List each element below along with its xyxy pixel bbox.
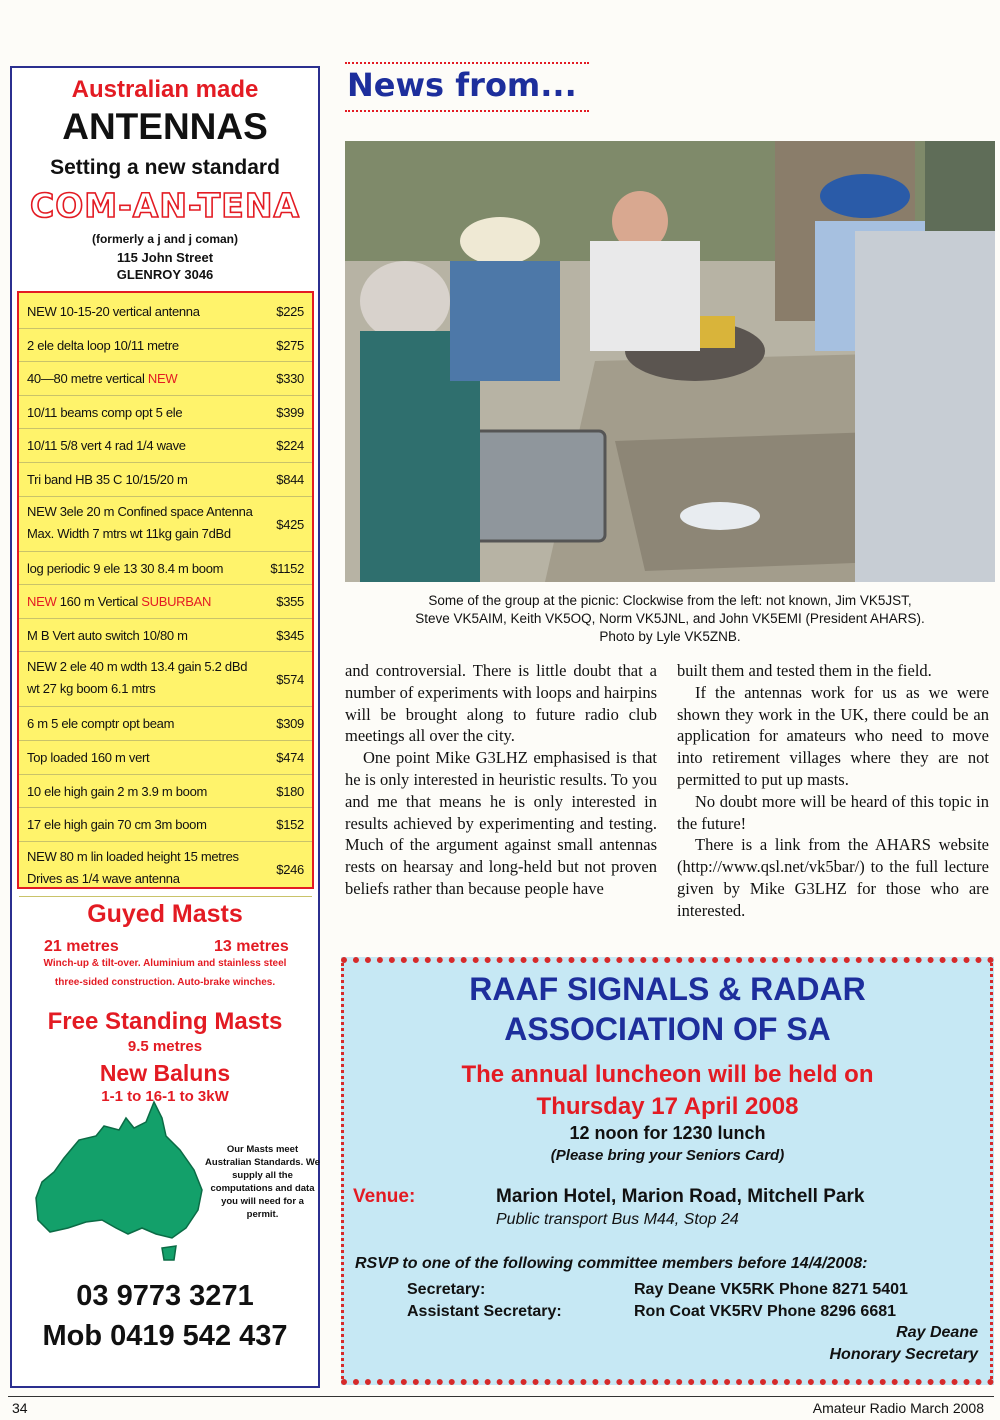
ad-tagline-australian-made: Australian made: [71, 76, 259, 103]
article-paragraph: built them and tested them in the field.: [677, 661, 932, 680]
price-item-price: $345: [276, 627, 304, 643]
price-item-name: [27, 301, 257, 323]
article-paragraph: If the antennas work for us as we were shown they work in the UK, there could be an application for amateurs who need to move into retirement villages where they are not permitted to put up masts.: [677, 682, 989, 789]
price-item-text: Drives as 1/4 wave antenna: [27, 870, 180, 886]
caption-line-1: Some of the group at the picnic: Clockwise from the left: not known, Jim VK5JST,: [428, 593, 912, 608]
price-item-name: [27, 656, 257, 700]
raaf-signature-name: Ray Deane: [896, 1324, 978, 1341]
price-item-text: 6 m 5 ele comptr opt beam: [27, 716, 175, 732]
price-item-text: 40—80 metre vertical: [27, 371, 148, 387]
raaf-secretary: Ray Deane VK5RK Phone 8271 5401: [634, 1281, 908, 1298]
price-row: [19, 463, 312, 497]
price-item-name: [27, 846, 257, 890]
price-row: [19, 619, 312, 653]
price-row: [19, 707, 312, 741]
page-number: 34: [12, 1400, 28, 1416]
free-standing-masts-heading: Free Standing Masts: [47, 1008, 283, 1035]
raaf-transport: Public transport Bus M44, Stop 24: [496, 1211, 739, 1228]
price-row: [19, 396, 312, 430]
price-item-price: $275: [276, 337, 304, 353]
price-item-price: $425: [276, 516, 304, 532]
price-item-name: [27, 368, 257, 390]
baluns-range: 1-1 to 16-1 to 3kW: [101, 1088, 229, 1105]
price-item-price: $399: [276, 404, 304, 420]
raaf-venue-label: Venue:: [353, 1186, 416, 1207]
price-row: [19, 585, 312, 619]
guyed-21-metres: 21 metres: [44, 938, 119, 955]
raaf-luncheon-notice: [341, 957, 994, 1385]
article-column-1: [345, 660, 657, 900]
price-item-text: log periodic 9 ele 13 30 8.4 m boom: [27, 560, 224, 576]
price-item-text: M B Vert auto switch 10/80 m: [27, 627, 188, 643]
price-item-price: $180: [276, 783, 304, 799]
guyed-description-2: three-sided construction. Auto-brake winches.: [54, 977, 276, 988]
price-item-name: [27, 501, 257, 545]
article-paragraph: No doubt more will be heard of this topic in the future!: [677, 791, 989, 833]
price-item-text: NEW 2 ele 40 m wdth 13.4 gain 5.2 dBd: [27, 659, 248, 675]
masts-note: Our Masts meet Australian Standards. We supply all the computations and data you will need for a permit.: [205, 1144, 320, 1220]
price-row: [19, 429, 312, 463]
price-item-price: $474: [276, 750, 304, 765]
raaf-assistant: Ron Coat VK5RV Phone 8296 6681: [634, 1303, 897, 1320]
price-item-name: [27, 747, 257, 769]
price-row: [19, 497, 312, 552]
price-item-highlight: NEW: [27, 594, 57, 610]
price-row: [19, 362, 312, 396]
raaf-rsvp: RSVP to one of the following committee members before 14/4/2008:: [355, 1255, 868, 1272]
raaf-seniors-card: (Please bring your Seniors Card): [550, 1147, 785, 1164]
raaf-title-2: ASSOCIATION OF SA: [504, 1011, 831, 1047]
price-item-name: [27, 591, 257, 613]
price-row: [19, 552, 312, 586]
price-row: [19, 741, 312, 775]
article-column-2: [677, 660, 989, 922]
price-item-text: 10 ele high gain 2 m 3.9 m boom: [27, 783, 208, 799]
ad-tagline-standard: Setting a new standard: [50, 156, 280, 179]
price-item-name: [27, 469, 257, 491]
ad-street: 115 John Street: [116, 250, 214, 265]
caption-line-2: Steve VK5AIM, Keith VK5OQ, Norm VK5JNL, and John VK5EMI (President AHARS).: [415, 611, 925, 626]
price-item-text: NEW 80 m lin loaded height 15 metres: [27, 848, 239, 864]
raaf-secretary-label: Secretary:: [407, 1281, 486, 1298]
ad-city: GLENROY 3046: [116, 267, 214, 282]
caption-line-3: Photo by Lyle VK5ZNB.: [599, 629, 741, 644]
news-title: News from...: [347, 66, 577, 104]
price-item-name: [27, 625, 257, 647]
magazine-issue: Amateur Radio March 2008: [812, 1400, 984, 1416]
price-item-text: 10/11 5/8 vert 4 rad 1/4 wave: [27, 438, 186, 454]
price-item-price: $844: [276, 472, 304, 487]
ad-tagline-antennas: ANTENNAS: [62, 106, 268, 147]
price-item-text: 160 m Vertical: [56, 594, 142, 610]
price-item-name: [27, 402, 257, 424]
raaf-title-1: RAAF SIGNALS & RADAR: [469, 971, 866, 1007]
news-heading-bar: [345, 62, 589, 112]
price-item-text: NEW 3ele 20 m Confined space Antenna: [27, 503, 253, 519]
ad-mobile: Mob 0419 542 437: [42, 1320, 288, 1352]
raaf-assistant-label: Assistant Secretary:: [407, 1303, 562, 1320]
comantena-advertisement: [10, 66, 320, 1388]
price-item-price: $152: [276, 817, 304, 833]
free-standing-height: 9.5 metres: [127, 1038, 203, 1055]
guyed-13-metres: 13 metres: [214, 938, 289, 955]
price-row: [19, 652, 312, 707]
price-item-price: $330: [276, 371, 304, 387]
price-row: [19, 808, 312, 842]
price-item-text: wt 27 kg boom 6.1 mtrs: [27, 681, 156, 697]
article-paragraph: There is a link from the AHARS website (http://www.qsl.net/vk5bar/) to the full lecture given by Mike G3LHZ for those who are interested.: [677, 835, 989, 920]
raaf-date: Thursday 17 April 2008: [536, 1093, 799, 1120]
price-item-text: 17 ele high gain 70 cm 3m boom: [27, 817, 207, 833]
photo-caption: [345, 592, 995, 646]
price-item-name: [27, 814, 257, 836]
price-item-name: [27, 781, 257, 803]
australia-map-icon: [24, 1088, 224, 1288]
price-item-price: $1152: [270, 560, 304, 576]
ad-phone: 03 9773 3271: [76, 1280, 254, 1312]
price-row: [19, 329, 312, 363]
ad-brand-logo: COM-AN-TENA: [29, 186, 301, 225]
price-item-price: $224: [276, 438, 304, 454]
footer-rule: [8, 1396, 994, 1397]
price-item-price: $225: [276, 304, 304, 319]
price-item-text: 2 ele delta loop 10/11 metre: [27, 337, 179, 353]
price-item-price: $574: [276, 672, 304, 688]
price-item-text: Top loaded 160 m vert: [27, 750, 150, 765]
price-item-text: 10/11 beams comp opt 5 ele: [27, 404, 183, 420]
raaf-luncheon-line: The annual luncheon will be held on: [461, 1061, 874, 1088]
raaf-time: 12 noon for 1230 lunch: [569, 1123, 766, 1143]
ad-formerly: (formerly a j and j coman): [91, 232, 239, 246]
price-item-name: [27, 558, 257, 580]
price-item-text: Tri band HB 35 C 10/15/20 m: [27, 472, 188, 487]
price-item-highlight: NEW: [147, 371, 178, 387]
guyed-description-1: Winch-up & tilt-over. Aluminium and stainless steel: [43, 958, 287, 969]
price-item-highlight: SUBURBAN: [141, 594, 212, 610]
price-item-name: [27, 713, 257, 735]
article-paragraph: and controversial. There is little doubt that a number of experiments with loops and hairpins will be brought along to future radio club meetings all over the city.: [345, 661, 657, 746]
price-item-text: NEW 10-15-20 vertical antenna: [27, 304, 200, 319]
article-paragraph: One point Mike G3LHZ emphasised is that he is only interested in heuristic results. To you and me that means he is only interested in results achieved by experimenting and testing. Much of the argument against small antennas rests on hearsay and long-held but not proven beliefs rather than because people have: [345, 748, 657, 898]
price-row: [19, 775, 312, 809]
price-item-price: $309: [276, 716, 304, 732]
price-item-name: [27, 435, 257, 457]
raaf-venue: Marion Hotel, Marion Road, Mitchell Park: [496, 1186, 865, 1207]
new-baluns-heading: New Baluns: [99, 1060, 231, 1086]
price-row: [19, 295, 312, 329]
guyed-masts-heading: Guyed Masts: [87, 900, 243, 928]
price-item-text: Max. Width 7 mtrs wt 11kg gain 7dBd: [27, 525, 231, 541]
raaf-signature-title: Honorary Secretary: [829, 1346, 978, 1363]
price-item-price: $355: [276, 594, 304, 610]
price-list: [17, 291, 314, 889]
price-item-price: $246: [276, 861, 304, 877]
price-row: [19, 842, 312, 897]
picnic-photo: [345, 141, 995, 582]
price-item-name: [27, 335, 257, 357]
